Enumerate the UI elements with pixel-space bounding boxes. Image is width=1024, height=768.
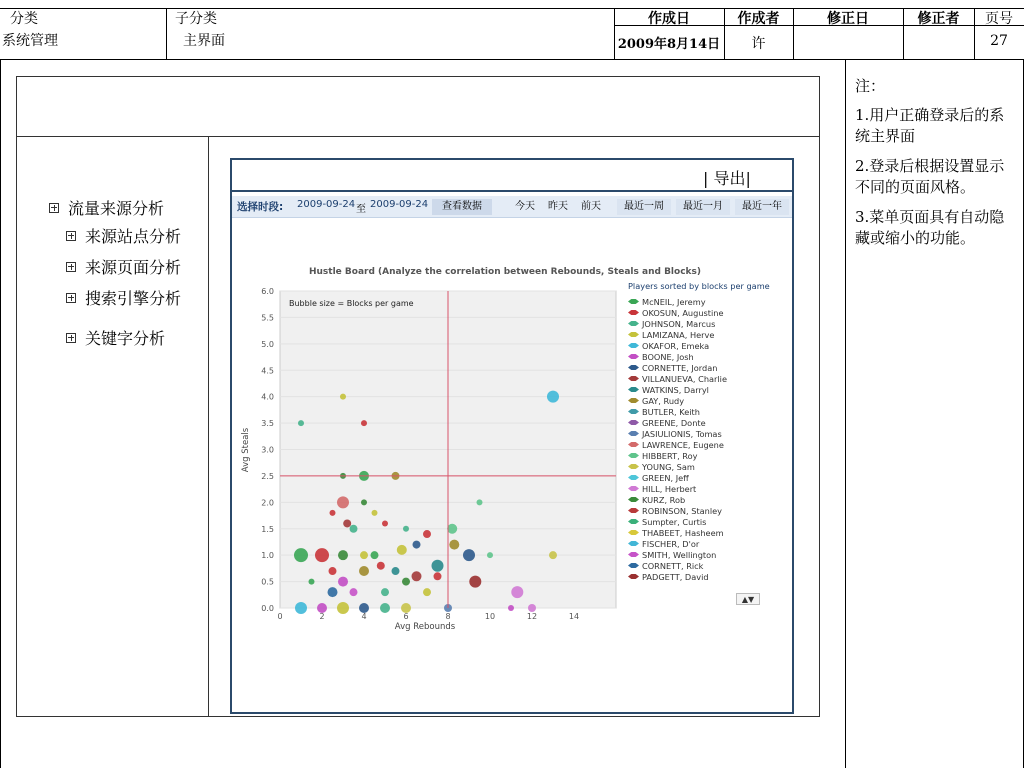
legend-item[interactable] [628, 450, 697, 461]
page-value: 27 [990, 33, 1008, 49]
legend-label: CORNETT, Rick [642, 560, 704, 571]
bubble-point[interactable] [360, 551, 368, 559]
x-tick-label: 12 [526, 612, 538, 621]
legend-item[interactable] [628, 560, 703, 571]
legend-marker-icon [628, 563, 639, 568]
bubble-point[interactable] [423, 588, 431, 596]
legend-marker-icon [628, 354, 639, 359]
y-tick-label: 2.5 [261, 471, 274, 481]
bubble-size-annotation: Bubble size = Blocks per game [289, 299, 414, 308]
menu-label: 搜索引擎分析 [85, 289, 182, 308]
legend-scroll-up-icon[interactable]: ▲ [741, 595, 748, 604]
legend-marker-icon [628, 552, 639, 557]
y-axis-ticks [261, 287, 274, 613]
note-item-2: 2.登录后根据设置显示不同的页面风格。 [855, 157, 1005, 196]
bubble-point[interactable] [477, 499, 483, 505]
bubble-point[interactable] [338, 550, 348, 560]
y-tick-label: 0.0 [261, 604, 274, 613]
y-tick-label: 5.5 [261, 313, 274, 323]
y-tick-label: 4.5 [261, 366, 274, 376]
x-axis-label: Avg Rebounds [394, 622, 456, 632]
bubble-point[interactable] [511, 586, 523, 598]
bubble-point[interactable] [343, 519, 351, 527]
legend-marker-icon [628, 409, 639, 414]
legend-item[interactable] [628, 549, 716, 560]
category-value: 系统管理 [2, 33, 58, 49]
legend-label: PADGETT, David [642, 571, 709, 582]
legend-marker-icon [628, 442, 639, 447]
legend-marker-icon [628, 541, 639, 546]
legend-marker-icon [628, 299, 639, 304]
note-item-3: 3.菜单页面具有自动隐藏或缩小的功能。 [855, 208, 1005, 247]
legend-marker-icon [628, 453, 639, 458]
legend-item[interactable] [628, 571, 709, 582]
author-label: 作成者 [737, 11, 780, 27]
bubble-point[interactable] [432, 560, 444, 572]
legend-label: KURZ, Rob [642, 494, 686, 505]
legend-item[interactable] [628, 406, 700, 417]
x-axis-ticks [277, 612, 579, 621]
x-tick-label: 0 [277, 612, 283, 621]
bubble-point[interactable] [549, 551, 557, 559]
legend-label: THABEET, Hasheem [642, 527, 724, 538]
legend-item[interactable] [628, 527, 724, 538]
last-year-button[interactable]: 最近一年 [735, 199, 789, 215]
bubble-point[interactable] [447, 524, 457, 534]
bubble-point[interactable] [372, 510, 378, 516]
y-tick-label: 1.5 [261, 524, 274, 534]
legend-item[interactable] [628, 340, 709, 351]
legend-item[interactable] [628, 395, 684, 406]
legend-item[interactable] [628, 428, 722, 439]
legend-item[interactable] [628, 384, 709, 395]
x-tick-label: 10 [484, 612, 496, 621]
legend-item[interactable] [628, 373, 727, 384]
bubble-point[interactable] [295, 602, 307, 614]
legend-marker-icon [628, 464, 639, 469]
bubble-point[interactable] [487, 552, 493, 558]
today-button[interactable]: 今天 [515, 201, 535, 212]
legend-label: FISCHER, D'or [642, 538, 700, 549]
legend-item[interactable] [628, 417, 706, 428]
bubble-point[interactable] [397, 545, 407, 555]
subcategory-label: 子分类 [175, 11, 217, 27]
legend-item[interactable] [628, 472, 689, 483]
legend-item[interactable] [628, 505, 722, 516]
legend-label: WATKINS, Darryl [642, 384, 709, 395]
subcategory-value: 主界面 [183, 33, 225, 49]
y-tick-label: 1.0 [261, 551, 274, 561]
page-label: 页号 [985, 11, 1013, 27]
y-tick-label: 4.0 [261, 392, 274, 402]
legend-marker-icon [628, 398, 639, 403]
y-tick-label: 6.0 [261, 287, 274, 296]
legend-item[interactable] [628, 461, 695, 472]
menu-label: 关键字分析 [85, 329, 166, 348]
legend-label: GREEN, Jeff [642, 472, 689, 483]
x-tick-label: 14 [568, 612, 580, 621]
legend-marker-icon [628, 486, 639, 491]
period-label: 选择时段: [237, 201, 284, 213]
bubble-point[interactable] [337, 496, 349, 508]
bubble-point[interactable] [413, 541, 421, 549]
last-week-button[interactable]: 最近一周 [617, 199, 671, 215]
bubble-point[interactable] [382, 520, 388, 526]
legend-item[interactable] [628, 538, 699, 549]
legend-marker-icon [628, 332, 639, 337]
legend-marker-icon [628, 519, 639, 524]
legend-item[interactable] [628, 329, 714, 340]
bubble-point[interactable] [381, 588, 389, 596]
bubble-point[interactable] [361, 499, 367, 505]
bubble-point[interactable] [309, 579, 315, 585]
x-tick-label: 2 [319, 612, 325, 621]
legend-label: GREENE, Donte [642, 417, 706, 428]
bubble-point[interactable] [328, 587, 338, 597]
legend-label: SMITH, Wellington [642, 549, 717, 560]
bubble-point[interactable] [359, 566, 369, 576]
bubble-point[interactable] [377, 562, 385, 570]
export-label: 导出 [713, 169, 746, 188]
y-tick-label: 5.0 [261, 339, 274, 349]
legend-marker-icon [628, 365, 639, 370]
bubble-point[interactable] [294, 548, 308, 562]
bubble-point[interactable] [403, 526, 409, 532]
bubble-point[interactable] [350, 525, 358, 533]
legend-item[interactable] [628, 439, 724, 450]
legend-marker-icon [628, 431, 639, 436]
menu-label: 来源站点分析 [85, 227, 182, 246]
bubble-point[interactable] [547, 391, 559, 403]
legend-scroll-buttons[interactable] [736, 593, 760, 605]
bubble-point[interactable] [380, 603, 390, 613]
legend-item[interactable] [628, 483, 696, 494]
legend-label: YOUNG, Sam [642, 461, 695, 472]
legend-label: Sumpter, Curtis [642, 516, 707, 527]
legend-label: CORNETTE, Jordan [642, 362, 718, 373]
legend-label: HIBBERT, Roy [642, 450, 698, 461]
y-tick-label: 3.5 [261, 419, 274, 429]
created-date-label: 作成日 [648, 11, 690, 27]
bubble-point[interactable] [469, 576, 481, 588]
legend-label: ROBINSON, Stanley [642, 505, 723, 516]
legend-label: LAMIZANA, Herve [642, 329, 715, 340]
legend-label: OKAFOR, Emeka [642, 340, 710, 351]
x-tick-label: 6 [403, 612, 409, 621]
bubble-point[interactable] [463, 549, 475, 561]
legend-label: GAY, Rudy [642, 395, 685, 406]
legend-item[interactable] [628, 296, 706, 307]
legend-marker-icon [628, 475, 639, 480]
x-tick-label: 4 [361, 612, 367, 621]
legend-label: OKOSUN, Augustine [642, 307, 724, 318]
created-date-value: 2009年8月14日 [617, 37, 721, 52]
bubble-point[interactable] [392, 567, 400, 575]
legend-label: VILLANUEVA, Charlie [642, 373, 727, 384]
y-tick-label: 3.0 [261, 445, 274, 455]
export-bar-left: | [703, 169, 714, 188]
legend-label: BUTLER, Keith [642, 406, 700, 417]
author-value: 许 [751, 36, 766, 52]
legend-marker-icon [628, 343, 639, 348]
bubble-point[interactable] [338, 577, 348, 587]
legend-marker-icon [628, 420, 639, 425]
bubble-point[interactable] [423, 530, 431, 538]
bubble-point[interactable] [402, 578, 410, 586]
y-tick-label: 0.5 [261, 577, 274, 587]
legend-marker-icon [628, 530, 639, 535]
bubble-point[interactable] [340, 394, 346, 400]
legend-marker-icon [628, 497, 639, 502]
x-tick-label: 8 [445, 612, 451, 621]
date-from-input[interactable]: 2009-09-24 [297, 199, 356, 210]
export-bar-right: | [745, 169, 751, 188]
legend-label: JASIULIONIS, Tomas [642, 428, 722, 439]
legend-scroll-down-icon[interactable]: ▼ [748, 595, 755, 604]
legend-label: JOHNSON, Marcus [642, 318, 716, 329]
legend-item[interactable] [628, 351, 694, 362]
legend-label: BOONE, Josh [642, 351, 694, 362]
last-month-button[interactable]: 最近一月 [676, 199, 730, 215]
legend-marker-icon [628, 387, 639, 392]
bubble-point[interactable] [298, 420, 304, 426]
bubble-point[interactable] [412, 571, 422, 581]
legend-label: LAWRENCE, Eugene [642, 439, 724, 450]
chart-title: Hustle Board (Analyze the correlation between Rebounds, Steals and Blocks) [308, 267, 702, 277]
to-label: 至 [356, 204, 366, 215]
legend-marker-icon [628, 321, 639, 326]
menu-label: 流量来源分析 [68, 199, 165, 218]
yesterday-button[interactable]: 昨天 [548, 201, 568, 212]
legend-item[interactable] [628, 318, 715, 329]
legend-item[interactable] [628, 362, 717, 373]
bubble-point[interactable] [350, 588, 358, 596]
legend-marker-icon [628, 574, 639, 579]
bubble-point[interactable] [449, 540, 459, 550]
legend-item[interactable] [628, 307, 723, 318]
revised-date-label: 修正日 [827, 11, 869, 27]
legend-item[interactable] [628, 516, 706, 527]
legend-label: HILL, Herbert [642, 483, 697, 494]
view-data-button[interactable]: 查看数据 [432, 199, 492, 215]
bubble-point[interactable] [315, 548, 329, 562]
day-before-button[interactable]: 前天 [581, 201, 601, 212]
note-item-1: 1.用户正确登录后的系统主界面 [855, 106, 1005, 145]
legend-item[interactable] [628, 494, 685, 505]
bubble-point[interactable] [329, 567, 337, 575]
reviser-label: 修正者 [917, 11, 960, 27]
bubble-point[interactable] [434, 572, 442, 580]
menu-label: 来源页面分析 [85, 258, 182, 277]
bubble-point[interactable] [508, 605, 514, 611]
date-to-input[interactable]: 2009-09-24 [370, 199, 429, 210]
bubble-point[interactable] [528, 604, 536, 612]
bubble-point[interactable] [371, 551, 379, 559]
y-tick-label: 2.0 [261, 498, 274, 508]
bubble-point[interactable] [337, 602, 349, 614]
bubble-point[interactable] [330, 510, 336, 516]
y-axis-label: Avg Steals [241, 427, 251, 473]
legend-marker-icon [628, 376, 639, 381]
legend-title: Players sorted by blocks per game [628, 281, 770, 291]
category-label: 分类 [10, 11, 38, 27]
legend-marker-icon [628, 508, 639, 513]
bubble-point[interactable] [361, 420, 367, 426]
notes-title: 注： [855, 77, 886, 95]
legend-marker-icon [628, 310, 639, 315]
legend-label: McNEIL, Jeremy [642, 296, 706, 307]
